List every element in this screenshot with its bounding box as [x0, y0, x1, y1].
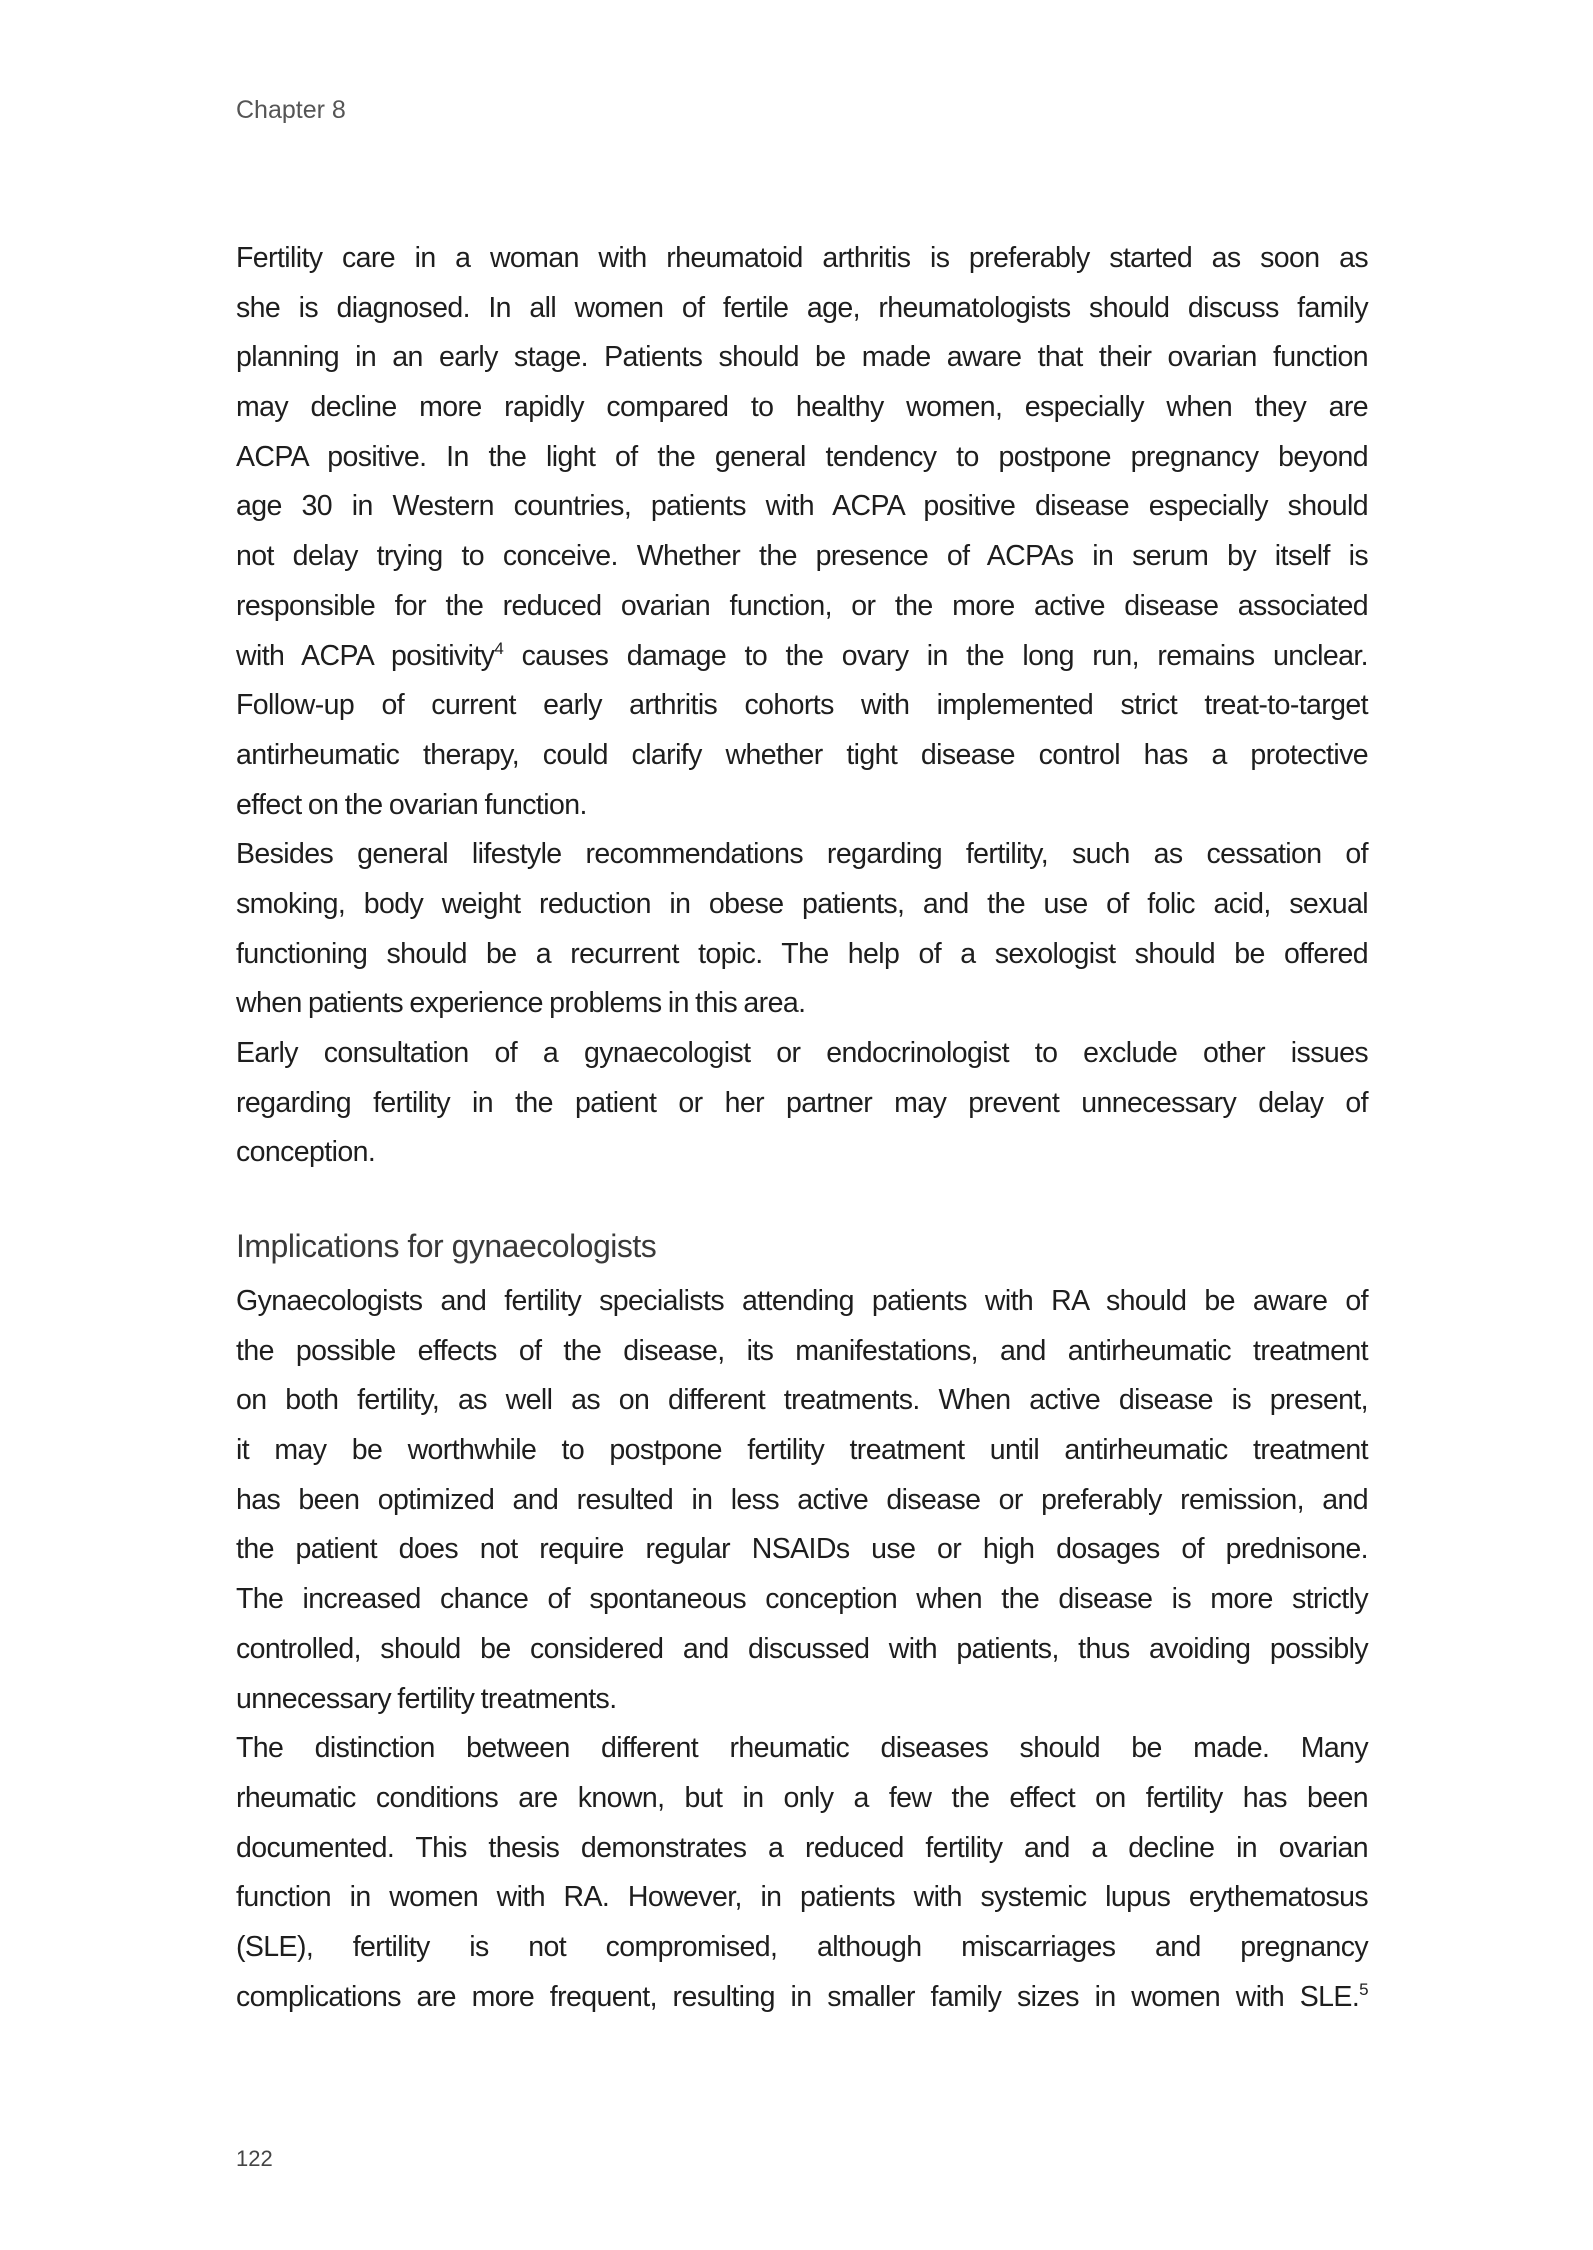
text-line: Besides general lifestyle recommendations regarding fertility, such as cessation of — [236, 838, 1368, 871]
section-1-body — [236, 234, 1368, 1178]
text-line: she is diagnosed. In all women of fertile age, rheumatologists should discuss family — [236, 291, 1368, 324]
section-heading: Implications for gynaecologists — [236, 1228, 657, 1264]
text-line: responsible for the reduced ovarian function, or the more active disease associated — [236, 589, 1368, 622]
text-line: rheumatic conditions are known, but in only a few the effect on fertility has been — [236, 1781, 1368, 1814]
footnote-ref: 4 — [494, 638, 504, 658]
text-line: age 30 in Western countries, patients with ACPA positive disease especially should — [236, 490, 1368, 523]
text-line: Early consultation of a gynaecologist or endocrinologist to exclude other issues — [236, 1037, 1368, 1069]
text-line: (SLE), fertility is not compromised, although miscarriages and pregnancy — [236, 1930, 1368, 1963]
text-line: when patients experience problems in this area. — [236, 987, 806, 1020]
paragraph-2 — [236, 830, 1368, 1029]
running-head: Chapter 8 — [236, 96, 346, 124]
page-number: 122 — [236, 2146, 273, 2171]
text-line: Follow-up of current early arthritis cohorts with implemented strict treat-to-target — [236, 689, 1368, 722]
text-line: the possible effects of the disease, its manifestations, and antirheumatic treatment — [236, 1334, 1368, 1367]
text-line: has been optimized and resulted in less active disease or preferably remission, and — [236, 1483, 1368, 1516]
text-line: ACPA positive. In the light of the general tendency to postpone pregnancy beyond — [236, 440, 1368, 473]
text-line: on both fertility, as well as on different treatments. When active disease is present, — [236, 1384, 1368, 1417]
text-line: documented. This thesis demonstrates a reduced fertility and a decline in ovarian — [236, 1831, 1368, 1864]
text-line: Fertility care in a woman with rheumatoid arthritis is preferably started as soon as — [236, 242, 1368, 274]
text-fragment: causes damage to the ovary in the long run, remains unclear. — [503, 639, 1368, 672]
text-line: planning in an early stage. Patients should be made aware that their ovarian function — [236, 341, 1368, 374]
paragraph-1 — [236, 234, 1368, 830]
text-line: may decline more rapidly compared to healthy women, especially when they are — [236, 391, 1368, 424]
text-line — [236, 632, 1368, 682]
text-line: The increased chance of spontaneous conception when the disease is more strictly — [236, 1583, 1368, 1616]
paragraph-3 — [236, 1029, 1368, 1178]
text-line: it may be worthwhile to postpone fertility treatment until antirheumatic treatment — [236, 1434, 1368, 1467]
text-line — [236, 1973, 1368, 2023]
text-line: The distinction between different rheumatic diseases should be made. Many — [236, 1732, 1368, 1765]
text-line: function in women with RA. However, in patients with systemic lupus erythematosus — [236, 1881, 1368, 1914]
text-line: functioning should be a recurrent topic. The help of a sexologist should be offered — [236, 937, 1368, 970]
footnote-ref: 5 — [1359, 1979, 1368, 1999]
text-line: the patient does not require regular NSAIDs use or high dosages of prednisone. — [236, 1533, 1368, 1566]
paragraph-5 — [236, 1724, 1368, 2022]
text-line: not delay trying to conceive. Whether the presence of ACPAs in serum by itself is — [236, 540, 1368, 573]
paragraph-4 — [236, 1277, 1368, 1724]
text-line: controlled, should be considered and discussed with patients, thus avoiding possibly — [236, 1632, 1368, 1665]
text-line: regarding fertility in the patient or her partner may prevent unnecessary delay of — [236, 1086, 1368, 1119]
section-2-body — [236, 1277, 1368, 2022]
text-fragment: with ACPA positivity — [236, 639, 495, 672]
text-line: effect on the ovarian function. — [236, 788, 587, 821]
text-line: antirheumatic therapy, could clarify whether tight disease control has a protective — [236, 738, 1368, 771]
text-fragment: complications are more frequent, resulting in smaller family sizes in women with SLE. — [236, 1980, 1360, 2013]
text-line: unnecessary fertility treatments. — [236, 1682, 617, 1715]
text-line: conception. — [236, 1136, 376, 1169]
text-line: Gynaecologists and fertility specialists attending patients with RA should be aware of — [236, 1285, 1368, 1317]
text-line: smoking, body weight reduction in obese patients, and the use of folic acid, sexual — [236, 887, 1368, 920]
